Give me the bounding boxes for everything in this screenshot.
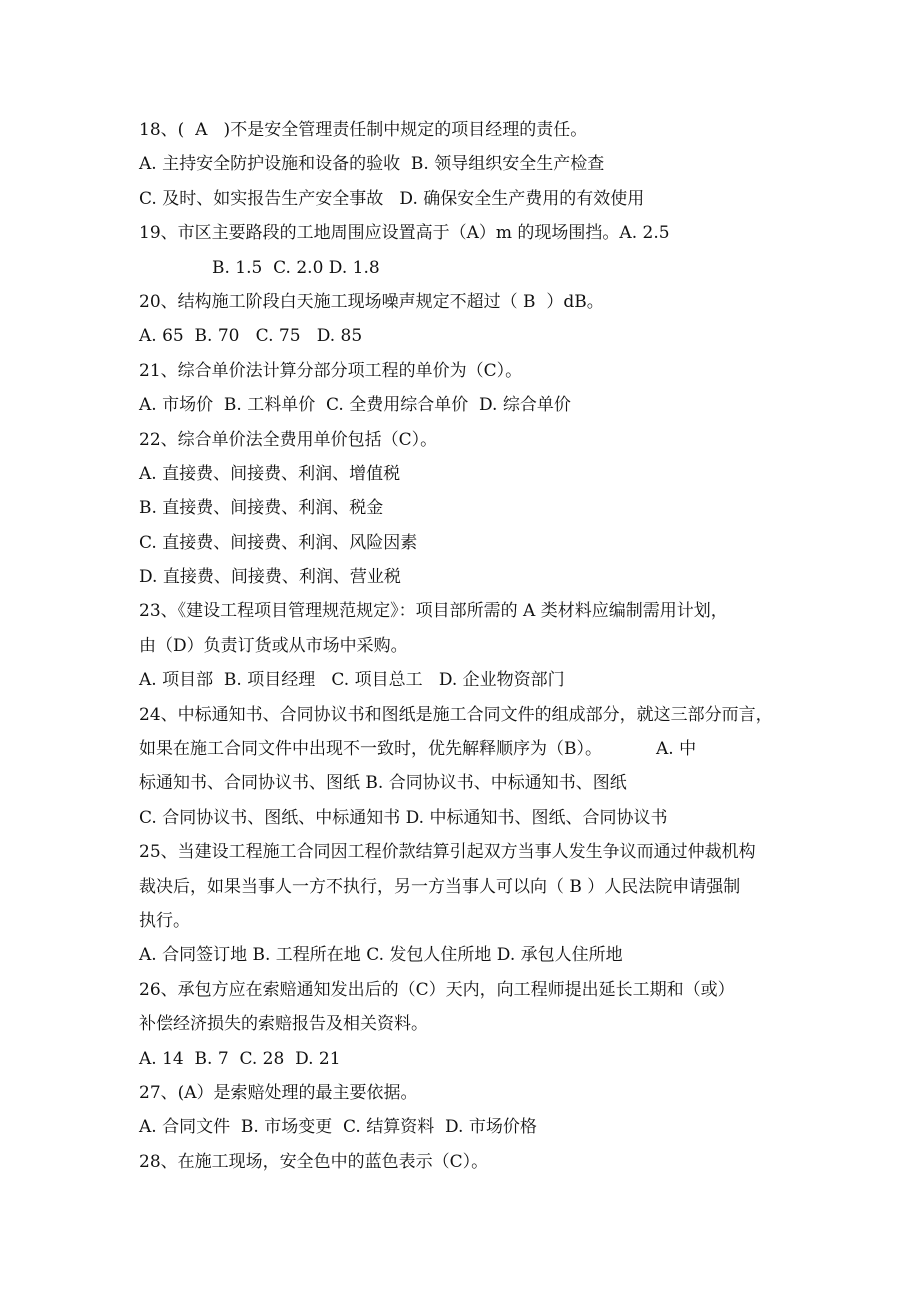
question-25: 25、当建设工程施工合同因工程价款结算引起双方当事人发生争议而通过仲裁机构 (139, 842, 756, 863)
question-27-options: A. 合同文件 B. 市场变更 C. 结算资料 D. 市场价格 (139, 1117, 537, 1138)
question-25-options: A. 合同签订地 B. 工程所在地 C. 发包人住所地 D. 承包人住所地 (139, 945, 623, 966)
question-26: 26、承包方应在索赔通知发出后的（C）天内，向工程师提出延长工期和（或） (139, 979, 735, 1000)
question-26-options: A. 14 B. 7 C. 28 D. 21 (139, 1048, 341, 1069)
document-body (139, 113, 799, 1179)
question-24-options-ab: 标通知书、合同协议书、图纸 B. 合同协议书、中标通知书、图纸 (139, 773, 627, 794)
question-22-option-c: C. 直接费、间接费、利润、风险因素 (139, 532, 418, 553)
question-25-end: 执行。 (139, 910, 190, 931)
question-21-options: A. 市场价 B. 工料单价 C. 全费用综合单价 D. 综合单价 (139, 395, 571, 416)
question-18-options-cd: C. 及时、如实报告生产安全事故 D. 确保安全生产费用的有效使用 (139, 188, 645, 209)
question-23: 23、《建设工程项目管理规范规定》：项目部所需的 A 类材料应编制需用计划， (139, 601, 728, 622)
question-19: 19、市区主要路段的工地周围应设置高于（A）m 的现场围挡。A. 2.5 (139, 223, 670, 244)
question-18-options-ab: A. 主持安全防护设施和设备的验收 B. 领导组织安全生产检查 (139, 154, 605, 175)
question-24: 24、中标通知书、合同协议书和图纸是施工合同文件的组成部分，就这三部分而言， (139, 704, 773, 725)
question-23-continued: 由（D）负责订货或从市场中采购。 (139, 635, 408, 656)
question-23-options: A. 项目部 B. 项目经理 C. 项目总工 D. 企业物资部门 (139, 670, 565, 691)
question-19-options: B. 1.5 C. 2.0 D. 1.8 (212, 257, 380, 278)
question-21: 21、综合单价法计算分部分项工程的单价为（C）。 (139, 360, 523, 381)
question-24-options-cd: C. 合同协议书、图纸、中标通知书 D. 中标通知书、图纸、合同协议书 (139, 807, 668, 828)
question-20: 20、结构施工阶段白天施工现场噪声规定不超过（ B ）dB。 (139, 291, 604, 312)
question-26-continued: 补偿经济损失的索赔报告及相关资料。 (139, 1014, 428, 1035)
question-22-option-d: D. 直接费、间接费、利润、营业税 (139, 567, 401, 588)
question-24-continued: 如果在施工合同文件中出现不一致时，优先解释顺序为（B）。 A. 中 (139, 739, 697, 760)
question-22-option-a: A. 直接费、间接费、利润、增值税 (139, 463, 401, 484)
question-27: 27、(A）是索赔处理的最主要依据。 (139, 1082, 418, 1103)
question-22-option-b: B. 直接费、间接费、利润、税金 (139, 498, 384, 519)
question-18: 18、( A )不是安全管理责任制中规定的项目经理的责任。 (139, 120, 588, 140)
question-22: 22、综合单价法全费用单价包括（C）。 (139, 429, 438, 450)
question-28: 28、在施工现场，安全色中的蓝色表示（C）。 (139, 1151, 489, 1172)
question-20-options: A. 65 B. 70 C. 75 D. 85 (139, 326, 363, 347)
question-25-continued: 裁决后，如果当事人一方不执行，另一方当事人可以向（ B ）人民法院申请强制 (139, 876, 741, 897)
